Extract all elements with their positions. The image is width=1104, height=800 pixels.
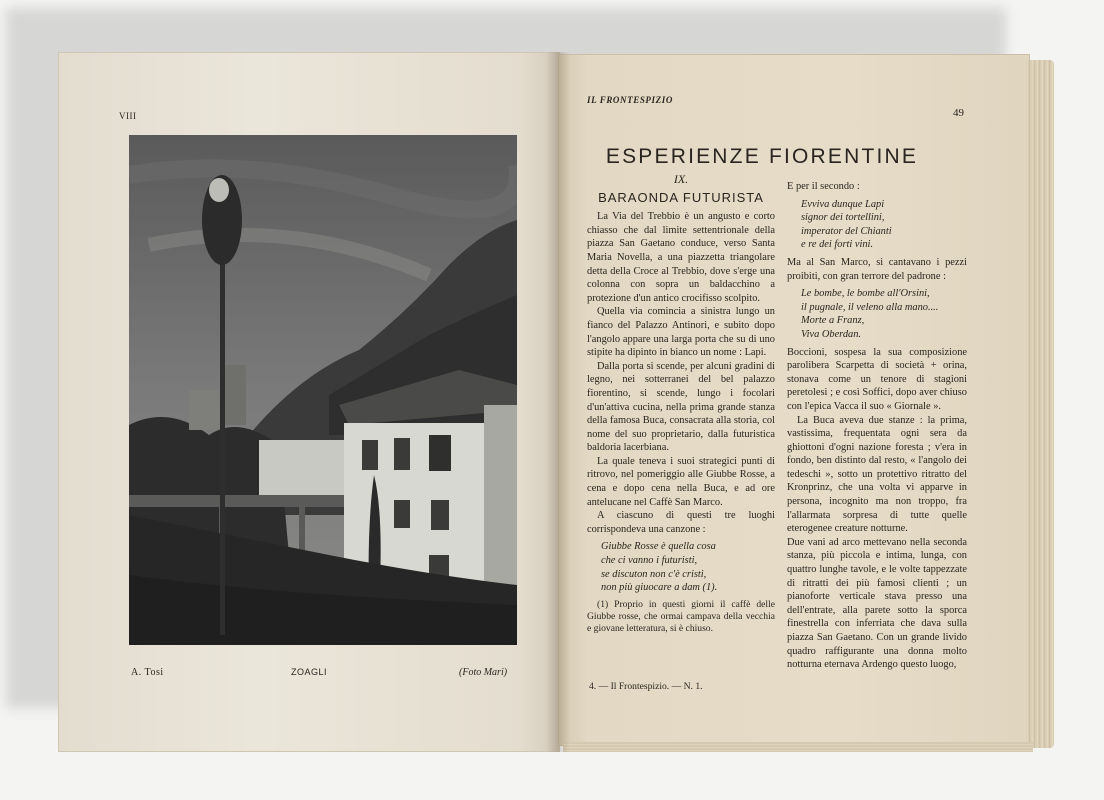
right-folio: 49 <box>953 107 964 119</box>
page-edges <box>1026 60 1054 748</box>
left-page <box>58 52 560 752</box>
verse-line: Le bombe, le bombe all'Orsini, <box>801 288 930 300</box>
chapter-number: IX. <box>673 172 689 186</box>
book-gutter <box>546 52 570 752</box>
verse-lapi <box>801 198 967 252</box>
paragraph: Ma al San Marco, si cantavano i pezzi proibiti, con gran terrore del padrone : <box>787 256 967 282</box>
painting-plate <box>129 135 517 645</box>
article-title: ESPERIENZE FIORENTINE <box>605 145 919 168</box>
caption-artist: A. Tosi <box>131 667 164 678</box>
paragraph: Boccioni, sospesa la sua composizione parolibera Scarpetta di società + orina, stonava come un tenore di stagioni peretolesi ; e così Soffici, dopo aver chiuso con l'epica Vacca il suo « Giornale ». <box>787 346 967 412</box>
right-page <box>558 54 1030 746</box>
verse-san-marco <box>801 287 967 341</box>
painting-image <box>129 135 517 645</box>
footnote: (1) Proprio in questi giorni il caffè delle Giubbe rosse, che ormai campava della vecchia e giovane letteratura, si è chiuso. <box>587 598 775 634</box>
signature-mark: 4. — Il Frontespizio. — N. 1. <box>589 681 703 692</box>
verse-line: signor dei tortellini, <box>801 212 885 224</box>
verse-line: il pugnale, il veleno alla mano.... <box>801 301 939 313</box>
left-folio: VIII <box>119 111 137 121</box>
verse-giubbe-rosse <box>601 540 775 594</box>
verse-line: e re dei forti vini. <box>801 239 874 251</box>
verse-line: che ci vanno i futuristi, <box>601 555 698 567</box>
running-head: IL FRONTESPIZIO <box>587 95 673 105</box>
paragraph: La quale teneva i suoi strategici punti di ritrovo, nel pomeriggio alle Giubbe Rosse, a cena e dopo cena nella Buca, e ad ore antelucane nel Caffè San Marco. <box>587 455 775 508</box>
paragraph: Quella via comincia a sinistra lungo un fianco del Palazzo Antinori, e subito dopo l'angolo appare una larga porta che su di uno stipite ha dipinto in bianco un nome : Lapi. <box>587 306 775 359</box>
paragraph: Due vani ad arco mettevano nella seconda stanza, più piccola e intima, lunga, con quattro lunghe tavole, e le volte tappezzate di ritratti dei più famosi clienti ; un pianoforte verticale stava presso una dell'entrate, alla parete sotto la sporca finestrella con inferriata che dava sulla piazza San Gaetano. Con un grande livido quadro raffigurante una donna molto notturna eternava Ardengo questo luogo, <box>787 536 967 671</box>
verse-line: imperator del Chianti <box>801 225 892 237</box>
paragraph: A ciascuno di questi tre luoghi corrispondeva una canzone : <box>587 510 775 535</box>
paragraph: E per il secondo : <box>787 181 860 192</box>
verse-line: Evviva dunque Lapi <box>801 198 885 210</box>
text-column-left <box>587 173 775 635</box>
page-bottom-edges <box>563 742 1033 752</box>
paragraph: La Buca aveva due stanze : la prima, vastissima, frequentata ogni sera da ghiottoni d'ogni nazione foresta ; v'era in fondo, ben distinto dal resto, « l'angolo dei tedeschi », sotto un protettivo ritratto del Kronprinz, che una volta vi apparve in persona, incognito ma non troppo, fra l'allarmata sorpresa di tutte quelle eterogenee creature notturne. <box>787 414 967 535</box>
text-column-right <box>787 180 967 672</box>
paragraph: Dalla porta si scende, per alcuni gradini di legno, nei sotterranei del bel palazzo fiorentino, si scende, lungo i focolari d'un'attiva cucina, nella prima grande stanza della famosa Buca, consacrata alla storia, col nome del suo proprietario, dalla futuristica baldoria lacerbiana. <box>587 360 775 454</box>
verse-line: se discuton non c'è cristi, <box>601 568 707 580</box>
caption-title: ZOAGLI <box>291 667 328 677</box>
verse-line: Morte a Franz, <box>801 315 865 327</box>
verse-line: Giubbe Rosse è quella cosa <box>601 541 716 553</box>
paragraph: La Via del Trebbio è un angusto e corto chiasso che dal limite settentrionale della piazza San Gaetano conduce, verso Santa Maria Novella, a una piazzetta triangolare detta della Croce al Trebbio, dove s'erge una colonna con sopra un baldacchino a protezione d'un antico crocifisso scolpito. <box>587 211 775 304</box>
open-book <box>58 52 1058 752</box>
verse-line: Viva Oberdan. <box>801 328 862 340</box>
caption-credit: (Foto Mari) <box>459 667 508 678</box>
chapter-title: BARAONDA FUTURISTA <box>598 189 764 205</box>
verse-line: non più giuocare a dam (1). <box>601 582 718 594</box>
